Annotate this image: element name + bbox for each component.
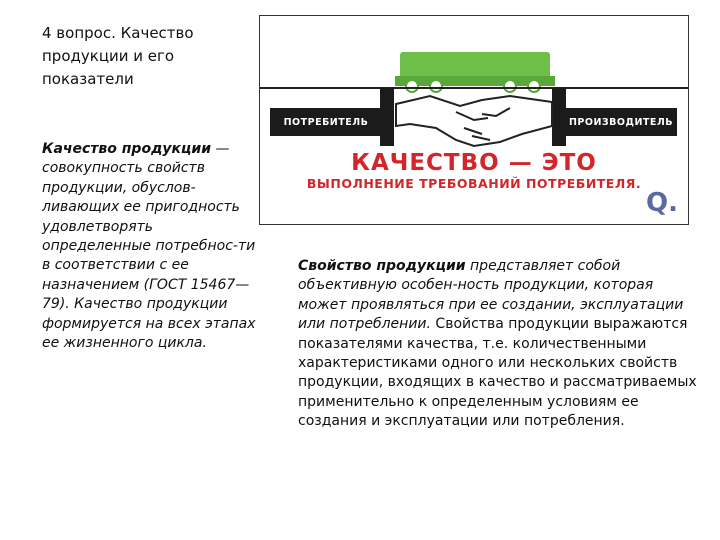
q-logo-icon: Q. (646, 188, 678, 218)
quality-headline: КАЧЕСТВО — ЭТО (351, 150, 597, 176)
producer-label: ПРОИЗВОДИТЕЛЬ (565, 108, 677, 136)
property-definition-plain: Свойства продукции выражаются показателями качества, т.е. количественными характеристиками одного или нескольких свойств продукции, входящих в качество и рассматриваемых применительно к определенным условиям ее создания и эксплуатации или потребления. (298, 316, 697, 430)
quality-definition-text: — совокупность свойств продукции, обуслов-ливающих ее пригодность удовлетворять определенные потребнос-ти в соответствии с ее назначением (ГОСТ 15467—79). Качество продукции формируется на всех этапах ее жизненного цикла. (42, 141, 256, 352)
quality-definition (42, 140, 260, 353)
quality-subline: ВЫПОЛНЕНИЕ ТРЕБОВАНИЙ ПОТРЕБИТЕЛЯ. (306, 176, 642, 191)
property-definition (298, 257, 698, 432)
property-term: Свойство продукции (298, 258, 466, 274)
truck-icon (395, 52, 555, 92)
property-definition-italic: представляет собой объективную особен-ность продукции, которая может проявляться при ее создании, эксплуатации или потреблении. (298, 258, 684, 333)
quality-term: Качество продукции (42, 141, 212, 157)
quality-illustration (259, 15, 689, 225)
consumer-label: ПОТРЕБИТЕЛЬ (270, 108, 382, 136)
slide-title: 4 вопрос. Качество продукции и его показатели (42, 24, 194, 88)
handshake-icon (396, 96, 552, 146)
